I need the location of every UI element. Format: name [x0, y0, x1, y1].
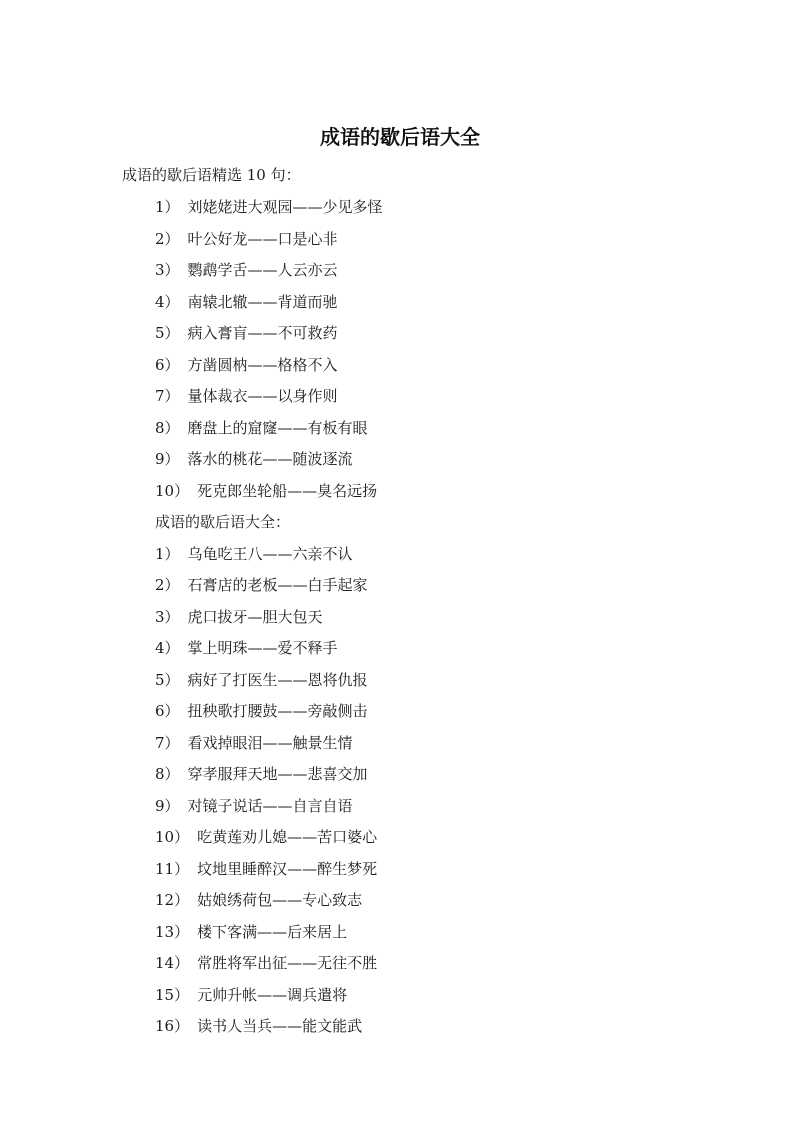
item-number: 5） — [155, 324, 180, 342]
item-text: 楼下客满——后来居上 — [197, 922, 348, 941]
list-item — [155, 321, 383, 353]
list-item — [155, 731, 383, 763]
item-number: 3） — [155, 607, 180, 626]
item-text: 叶公好龙——口是心非 — [187, 229, 338, 248]
item-text: 南辕北辙——背道而驰 — [187, 292, 338, 311]
item-number: 11） — [155, 859, 190, 878]
item-text: 穿孝服拜天地——悲喜交加 — [187, 765, 368, 783]
list-item — [155, 227, 383, 259]
item-number: 5） — [155, 670, 180, 689]
item-text: 石膏店的老板——白手起家 — [187, 576, 368, 594]
item-number: 8） — [155, 765, 180, 783]
item-text: 鹦鹉学舌——人云亦云 — [187, 261, 338, 279]
list-item — [155, 699, 383, 731]
item-number: 2） — [155, 576, 180, 594]
item-number: 1） — [155, 544, 180, 563]
item-number: 9） — [155, 450, 180, 468]
item-number: 1） — [155, 198, 180, 216]
item-number: 8） — [155, 418, 180, 437]
item-number: 4） — [155, 292, 180, 311]
item-text: 死克郎坐轮船——臭名远扬 — [197, 481, 378, 500]
list-item — [155, 542, 383, 574]
item-number: 12） — [155, 891, 190, 909]
list-item — [155, 416, 383, 448]
item-number: 6） — [155, 702, 180, 720]
list-item — [155, 983, 383, 1015]
item-text: 坟地里睡醉汉——醉生梦死 — [197, 859, 378, 878]
list-item — [155, 195, 383, 227]
list-item — [155, 479, 383, 511]
item-number: 4） — [155, 639, 180, 657]
list-item — [155, 951, 383, 983]
list-item — [155, 825, 383, 857]
list-item — [155, 636, 383, 668]
item-text: 病好了打医生——恩将仇报 — [187, 670, 368, 689]
list-item — [155, 668, 383, 700]
item-text: 虎口拔牙—胆大包天 — [187, 607, 323, 626]
item-text: 落水的桃花——随波逐流 — [187, 450, 353, 468]
section-heading: 成语的歇后语大全： — [155, 513, 291, 531]
item-text: 看戏掉眼泪——触景生情 — [187, 733, 353, 752]
item-text: 扭秧歌打腰鼓——旁敲侧击 — [187, 702, 368, 720]
item-text: 病入膏肓——不可救药 — [187, 324, 338, 342]
list-item — [155, 920, 383, 952]
item-number: 9） — [155, 796, 180, 815]
list-item — [155, 258, 383, 290]
list-item — [155, 888, 383, 920]
list-item — [155, 290, 383, 322]
list-item — [155, 794, 383, 826]
list-item — [155, 762, 383, 794]
item-text: 姑娘绣荷包——专心致志 — [197, 891, 363, 909]
item-number: 16） — [155, 1017, 190, 1035]
item-number: 6） — [155, 355, 180, 374]
page-title: 成语的歇后语大全 — [320, 125, 480, 149]
list-item — [155, 384, 383, 416]
item-number: 3） — [155, 261, 180, 279]
item-text: 常胜将军出征——无往不胜 — [197, 954, 378, 972]
item-text: 吃黄莲劝儿媳——苦口婆心 — [197, 828, 378, 846]
item-text: 方凿圆枘——格格不入 — [187, 355, 338, 374]
item-number: 13） — [155, 922, 190, 941]
intro-line: 成语的歇后语精选 10 句： — [122, 166, 301, 184]
item-text: 读书人当兵——能文能武 — [197, 1017, 363, 1035]
item-number: 2） — [155, 229, 180, 248]
item-number: 10） — [155, 828, 190, 846]
item-number: 7） — [155, 387, 180, 405]
item-number: 7） — [155, 733, 180, 752]
item-text: 元帅升帐——调兵遣将 — [197, 985, 348, 1004]
item-text: 乌龟吃王八——六亲不认 — [187, 544, 353, 563]
item-text: 量体裁衣——以身作则 — [187, 387, 338, 405]
item-text: 对镜子说话——自言自语 — [187, 796, 353, 815]
item-text: 刘姥姥进大观园——少见多怪 — [187, 198, 383, 216]
list-item — [155, 857, 383, 889]
list-item — [155, 353, 383, 385]
item-number: 14） — [155, 954, 190, 972]
item-text: 掌上明珠——爱不释手 — [187, 639, 338, 657]
item-number: 10） — [155, 481, 190, 500]
list-item — [155, 1014, 383, 1046]
item-number: 15） — [155, 985, 190, 1004]
proverb-list — [155, 195, 383, 1046]
list-item — [155, 605, 383, 637]
list-item — [155, 447, 383, 479]
item-text: 磨盘上的窟窿——有板有眼 — [187, 418, 368, 437]
list-item — [155, 573, 383, 605]
